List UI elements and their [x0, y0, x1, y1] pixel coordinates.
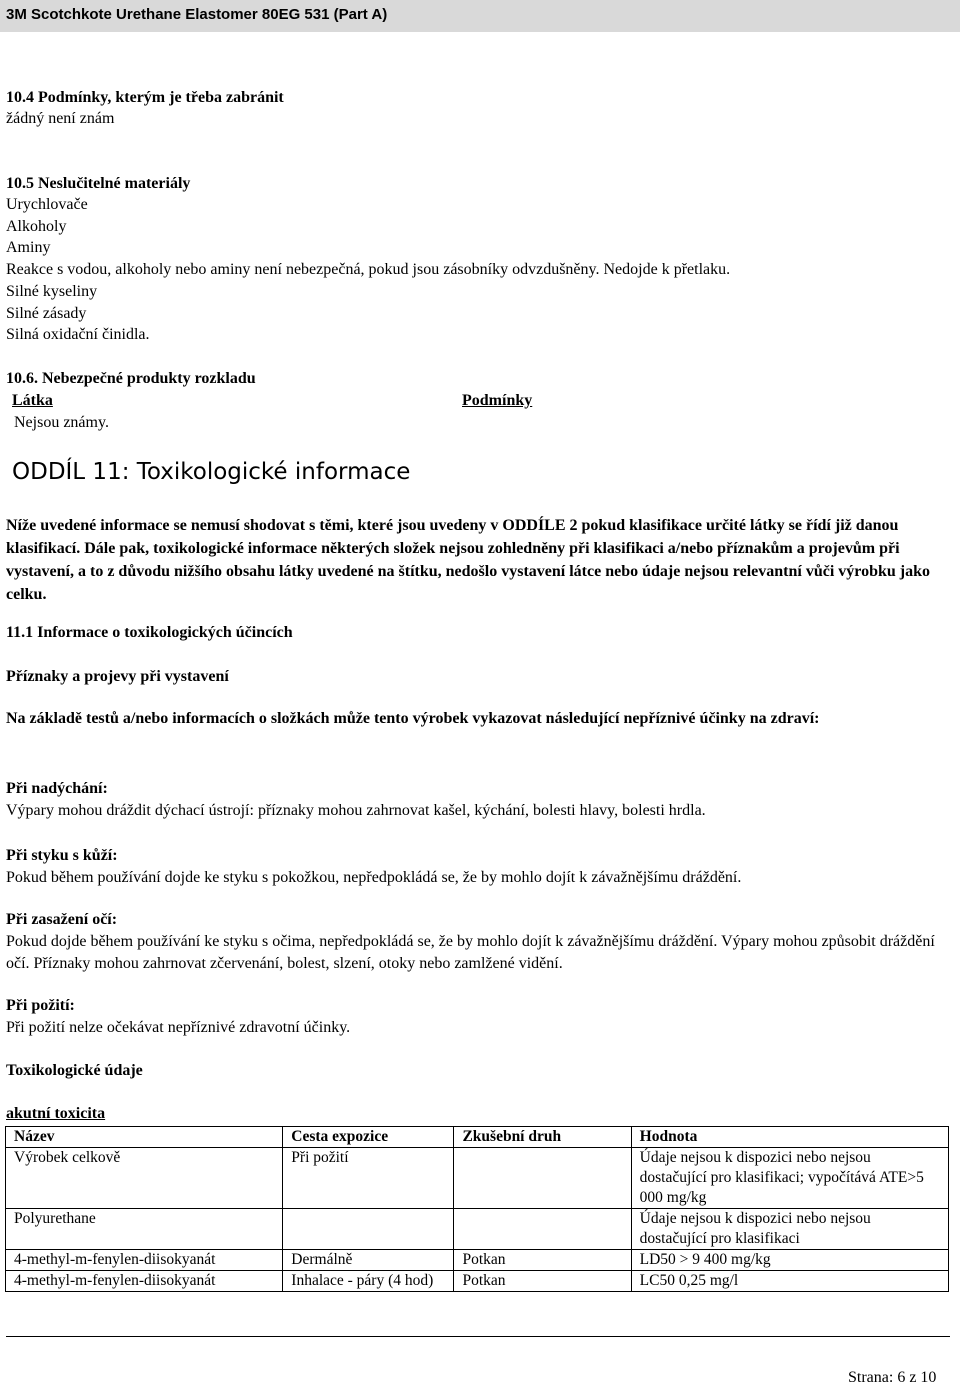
incompatible-item: Aminy: [6, 239, 51, 256]
table-row: [6, 1250, 949, 1271]
section-10-4-heading: 10.4 Podmínky, kterým je třeba zabránit: [6, 89, 284, 106]
section-10-4-text: žádný není znám: [6, 110, 115, 127]
eye-label: Při zasažení očí:: [6, 911, 118, 928]
table-header-route: Cesta expozice: [283, 1127, 454, 1148]
incompatible-item: Silné zásady: [6, 305, 87, 322]
skin-label: Při styku s kůží:: [6, 847, 118, 864]
table-cell: Při požití: [283, 1148, 454, 1209]
decomposition-value: Nejsou známy.: [14, 414, 109, 431]
table-cell: Potkan: [454, 1250, 631, 1271]
table-cell: [283, 1209, 454, 1250]
table-cell: LC50 0,25 mg/l: [631, 1271, 948, 1292]
table-cell: [454, 1148, 631, 1209]
table-cell: Inhalace - páry (4 hod): [283, 1271, 454, 1292]
effects-intro: Na základě testů a/nebo informacích o složkách může tento výrobek vykazovat následující nepříznivé účinky na zdraví:: [6, 710, 820, 727]
ingestion-text: Při požití nelze očekávat nepříznivé zdravotní účinky.: [6, 1019, 351, 1036]
table-header-value: Hodnota: [631, 1127, 948, 1148]
ingestion-label: Při požití:: [6, 997, 75, 1014]
incompatible-item: Reakce s vodou, alkoholy nebo aminy není nebezpečná, pokud jsou zásobníky odvzdušněny. Nedojde k přetlaku.: [6, 261, 731, 278]
document-title: 3M Scotchkote Urethane Elastomer 80EG 531 (Part A): [6, 6, 388, 23]
acute-toxicity-table: [5, 1126, 949, 1292]
table-row: [6, 1148, 949, 1209]
table-cell: [454, 1209, 631, 1250]
page-number: Strana: 6 z 10: [848, 1369, 937, 1386]
table-cell: Údaje nejsou k dispozici nebo nejsou dostačující pro klasifikaci: [631, 1209, 948, 1250]
section-10-5-heading: 10.5 Neslučitelné materiály: [6, 175, 191, 192]
section-11-heading: ODDÍL 11: Toxikologické informace: [12, 459, 411, 485]
section-10-6-heading: 10.6. Nebezpečné produkty rozkladu: [6, 370, 256, 387]
table-cell: 4-methyl-m-fenylen-diisokyanát: [6, 1271, 283, 1292]
table-cell: Polyurethane: [6, 1209, 283, 1250]
skin-text: Pokud během používání dojde ke styku s pokožkou, nepředpokládá se, že by mohlo dojít k závažnějšímu dráždění.: [6, 869, 742, 886]
table-header-name: Název: [6, 1127, 283, 1148]
section-11-1-heading: 11.1 Informace o toxikologických účincích: [6, 624, 293, 641]
table-header-row: [6, 1127, 949, 1148]
table-cell: Potkan: [454, 1271, 631, 1292]
column-header-conditions: Podmínky: [462, 392, 533, 409]
inhalation-text: Výpary mohou dráždit dýchací ústrojí: příznaky mohou zahrnovat kašel, kýchání, bolesti hlavy, bolesti hrdla.: [6, 802, 706, 819]
incompatible-item: Alkoholy: [6, 218, 67, 235]
document-header: [0, 0, 960, 32]
eye-text: Pokud dojde během používání ke styku s očima, nepředpokládá se, že by mohlo dojít k závažnějšímu dráždění. Výpary mohou způsobit dráždění očí. Příznaky mohou zahrnovat zčervenání, bolest, slzení, otoky nebo zamlžené vidění.: [6, 933, 935, 972]
incompatible-item: Silné kyseliny: [6, 283, 98, 300]
tox-data-heading: Toxikologické údaje: [6, 1062, 143, 1079]
table-row: [6, 1271, 949, 1292]
table-header-species: Zkušební druh: [454, 1127, 631, 1148]
table-cell: 4-methyl-m-fenylen-diisokyanát: [6, 1250, 283, 1271]
table-cell: Výrobek celkově: [6, 1148, 283, 1209]
acute-toxicity-heading: akutní toxicita: [6, 1105, 106, 1122]
footer-divider: [6, 1336, 950, 1337]
section-11-intro: Níže uvedené informace se nemusí shodovat s těmi, které jsou uvedeny v ODDÍLE 2 pokud klasifikace určité látky se řídí již danou klasifikací. Dále pak, toxikologické informace některých složek nejsou zohledněny při klasifikaci a/nebo příznakům a projevům při vystavení, a to z důvodu nižšího obsahu látky uvedené na štítku, nedošlo vystavení látce nebo údaje nejsou relevantní vůči výrobku jako celku.: [6, 517, 930, 603]
symptoms-heading: Příznaky a projevy při vystavení: [6, 668, 229, 685]
column-header-substance: Látka: [12, 392, 53, 409]
incompatible-item: Urychlovače: [6, 196, 88, 213]
incompatible-item: Silná oxidační činidla.: [6, 326, 150, 343]
table-cell: Údaje nejsou k dispozici nebo nejsou dostačující pro klasifikaci; vypočítává ATE>5 000 mg/kg: [631, 1148, 948, 1209]
table-row: [6, 1209, 949, 1250]
inhalation-label: Při nadýchání:: [6, 780, 108, 797]
table-cell: Dermálně: [283, 1250, 454, 1271]
table-cell: LD50 > 9 400 mg/kg: [631, 1250, 948, 1271]
